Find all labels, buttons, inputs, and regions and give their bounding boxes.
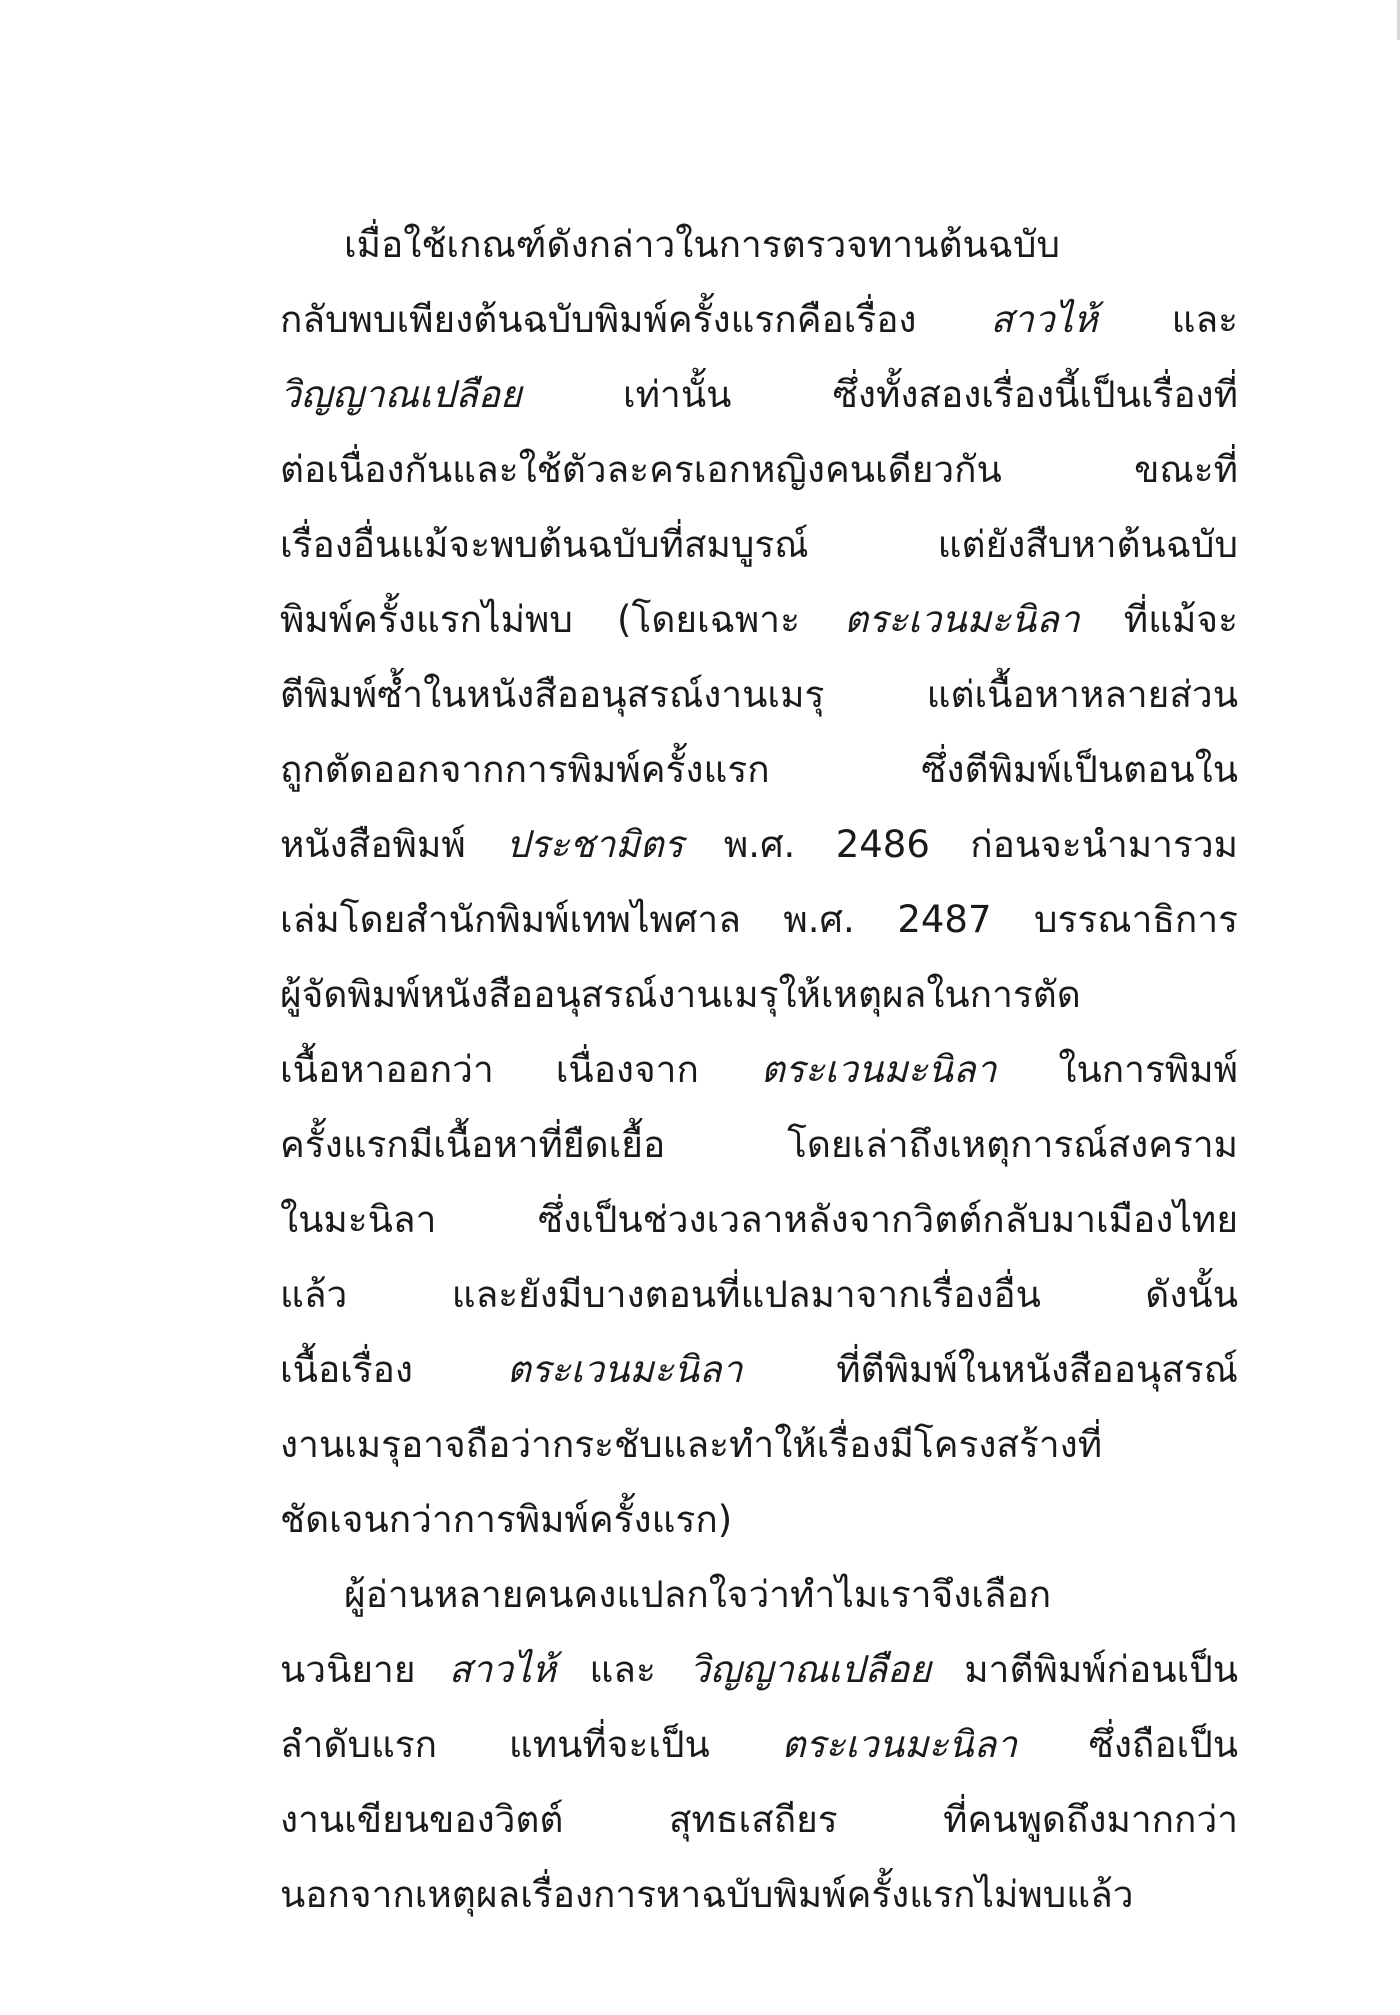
text-segment: พิมพ์ครั้งแรกไม่พบ (โดยเฉพาะ [280, 598, 845, 641]
text-segment: และ [556, 1648, 690, 1691]
text-segment: หนังสือพิมพ์ [280, 823, 507, 866]
text-line [280, 582, 1238, 657]
text-line [280, 357, 1238, 432]
text-line [280, 882, 1238, 957]
text-line [280, 1032, 1238, 1107]
text-segment: มาตีพิมพ์ก่อนเป็น [930, 1648, 1238, 1691]
text-segment: เท่านั้น ซึ่งทั้งสองเรื่องนี้เป็นเรื่องที่ [521, 373, 1238, 416]
text-line [280, 1257, 1238, 1332]
italic-title: สาวไห้ [448, 1648, 557, 1691]
body-text [280, 207, 1238, 1932]
text-segment: ต่อเนื่องกันและใช้ตัวละครเอกหญิงคนเดียวกัน ขณะที่ [280, 448, 1238, 491]
text-line [280, 1407, 1238, 1482]
text-line [280, 1107, 1238, 1182]
text-line [280, 1782, 1238, 1857]
text-line [280, 1482, 1238, 1557]
text-line [280, 657, 1238, 732]
text-segment: แล้ว และยังมีบางตอนที่แปลมาจากเรื่องอื่น ดังนั้น [280, 1273, 1238, 1316]
italic-title: สาวไห้ [990, 298, 1098, 341]
text-line [280, 1182, 1238, 1257]
text-segment: ผู้อ่านหลายคนคงแปลกใจว่าทำไมเราจึงเลือก [344, 1573, 1052, 1616]
text-line [280, 1707, 1238, 1782]
text-line [280, 432, 1238, 507]
text-segment: เมื่อใช้เกณฑ์ดังกล่าวในการตรวจทานต้นฉบับ [344, 223, 1060, 266]
text-segment: ในการพิมพ์ [996, 1048, 1239, 1091]
text-segment: กลับพบเพียงต้นฉบับพิมพ์ครั้งแรกคือเรื่อง [280, 298, 991, 341]
italic-title: ประชามิตร [506, 823, 684, 866]
text-line [280, 807, 1238, 882]
italic-title: ตระเวนมะนิลา [506, 1348, 743, 1391]
text-segment: พ.ศ. 2486 ก่อนจะนำมารวม [683, 823, 1238, 866]
paragraph [280, 207, 1238, 1557]
text-segment: ครั้งแรกมีเนื้อหาที่ยืดเยื้อ โดยเล่าถึงเหตุการณ์สงคราม [280, 1123, 1238, 1166]
text-line [280, 1332, 1238, 1407]
text-line [280, 1857, 1238, 1932]
text-segment: และ [1097, 298, 1238, 341]
text-segment: ที่แม้จะ [1079, 598, 1238, 641]
text-line [280, 282, 1238, 357]
text-segment: นวนิยาย [280, 1648, 449, 1691]
text-line [280, 207, 1238, 282]
text-segment: ผู้จัดพิมพ์หนังสืออนุสรณ์งานเมรุให้เหตุผลในการตัด [280, 973, 1081, 1016]
text-line [280, 1557, 1238, 1632]
italic-title: วิญญาณเปลือย [689, 1648, 931, 1691]
text-segment: งานเมรุอาจถือว่ากระชับและทำให้เรื่องมีโครงสร้างที่ [280, 1423, 1103, 1466]
text-segment: นอกจากเหตุผลเรื่องการหาฉบับพิมพ์ครั้งแรกไม่พบแล้ว [280, 1873, 1134, 1916]
text-segment: ถูกตัดออกจากการพิมพ์ครั้งแรก ซึ่งตีพิมพ์เป็นตอนใน [280, 748, 1238, 791]
text-segment: เล่มโดยสำนักพิมพ์เทพไพศาล พ.ศ. 2487 บรรณาธิการ [280, 898, 1238, 941]
text-line [280, 732, 1238, 807]
text-line [280, 507, 1238, 582]
italic-title: ตระเวนมะนิลา [844, 598, 1080, 641]
paragraph [280, 1557, 1238, 1932]
text-segment: ชัดเจนกว่าการพิมพ์ครั้งแรก) [280, 1498, 733, 1541]
text-segment: เนื้อหาออกว่า เนื่องจาก [280, 1048, 761, 1091]
text-segment: ที่ตีพิมพ์ในหนังสืออนุสรณ์ [742, 1348, 1239, 1391]
text-line [280, 957, 1238, 1032]
text-segment: ในมะนิลา ซึ่งเป็นช่วงเวลาหลังจากวิตต์กลับมาเมืองไทย [280, 1198, 1238, 1241]
italic-title: ตระเวนมะนิลา [760, 1048, 997, 1091]
text-line [280, 1632, 1238, 1707]
italic-title: วิญญาณเปลือย [280, 373, 522, 416]
text-segment: ลำดับแรก แทนที่จะเป็น [280, 1723, 782, 1766]
text-segment: งานเขียนของวิตต์ สุทธเสถียร ที่คนพูดถึงมากกว่า [280, 1798, 1238, 1841]
text-segment: ตีพิมพ์ซ้ำในหนังสืออนุสรณ์งานเมรุ แต่เนื้อหาหลายส่วน [280, 673, 1238, 716]
text-segment: เนื้อเรื่อง [280, 1348, 507, 1391]
text-segment: เรื่องอื่นแม้จะพบต้นฉบับที่สมบูรณ์ แต่ยังสืบหาต้นฉบับ [280, 523, 1238, 566]
text-segment: ซึ่งถือเป็น [1017, 1723, 1238, 1766]
italic-title: ตระเวนมะนิลา [781, 1723, 1017, 1766]
